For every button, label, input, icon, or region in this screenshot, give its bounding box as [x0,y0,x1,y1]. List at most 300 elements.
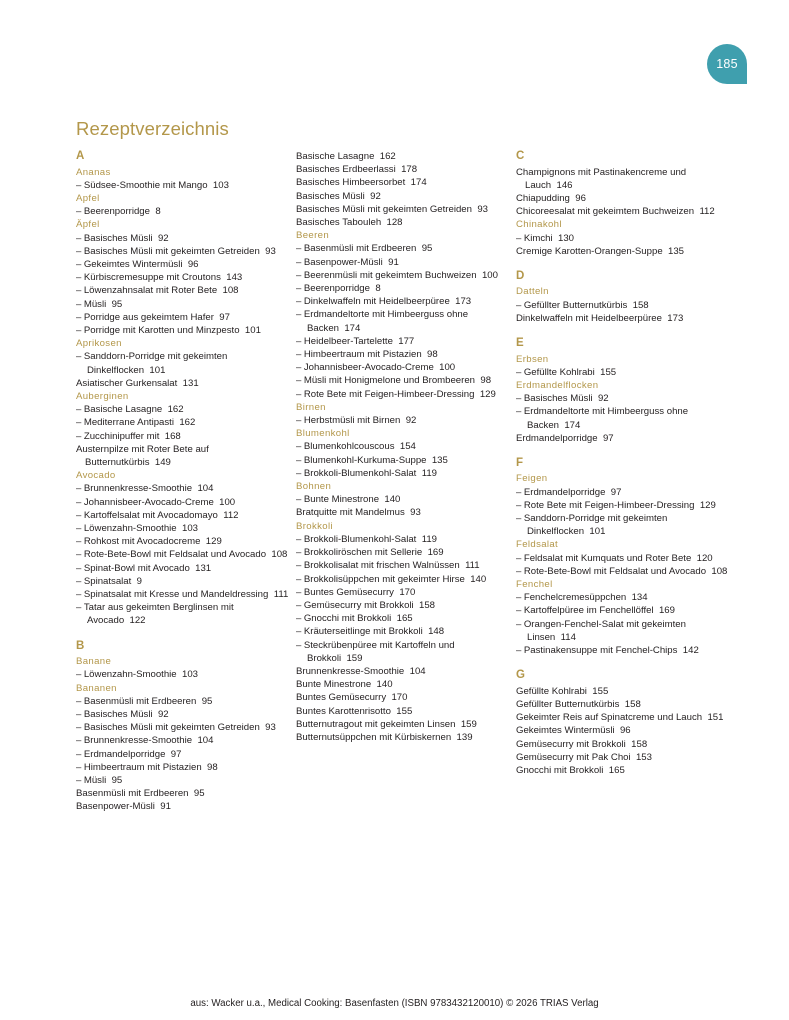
entry-dash-icon: – [76,232,82,244]
index-group-heading: Birnen [296,401,326,413]
entry-dash-icon: – [296,560,302,572]
entry-title: Rote-Bete-Bowl mit Feldsalat und Avocado [523,565,707,577]
entry-page-number: 158 [631,738,648,750]
index-column [296,150,512,814]
entry-dash-icon: – [76,285,82,297]
index-column [516,150,732,814]
entry-title: Asiatischer Gurkensalat [76,377,178,389]
entry-title: Erdmandeltorte mit Himbeerguss ohne Backen [523,406,689,431]
index-entry[interactable] [296,190,512,203]
index-entry[interactable] [296,612,512,625]
entry-page-number: 139 [456,731,473,743]
entry-dash-icon: – [296,467,302,479]
entry-page-number: 92 [157,708,169,720]
index-entry[interactable] [76,588,292,601]
entry-title: Brokkoli-Blumenkohl-Salat [303,533,417,545]
entry-page-number: 100 [219,496,236,508]
index-group-heading: Äpfel [76,219,100,231]
index-entry[interactable] [516,764,732,777]
entry-title: Basenpower-Müsli [303,256,383,268]
entry-title: Beerenporridge [303,283,370,295]
entry-page-number: 153 [635,751,652,763]
index-entry[interactable] [296,335,512,348]
index-entry[interactable] [76,258,292,271]
index-entry[interactable] [296,493,512,506]
entry-title: Dinkelwaffeln mit Heidelbeerpüree [303,296,450,308]
entry-title: Johannisbeer-Avocado-Creme [303,362,434,374]
entry-page-number: 170 [391,692,408,704]
entry-page-number: 155 [592,685,609,697]
index-letter-heading: A [76,150,85,162]
index-entry[interactable] [76,575,292,588]
index-entry[interactable] [516,392,732,405]
entry-dash-icon: – [296,441,302,453]
entry-title: Gemüsecurry mit Brokkoli [516,738,626,750]
entry-page-number: 134 [631,592,648,604]
entry-title: Chicoreesalat mit gekeimtem Buchweizen [516,206,695,218]
index-entry[interactable] [516,232,732,245]
entry-dash-icon: – [76,404,82,416]
index-entry[interactable] [296,718,512,731]
entry-dash-icon: – [296,296,302,308]
index-group-heading: Bohnen [296,481,332,493]
entry-title: Dinkelwaffeln mit Heidelbeerpüree [516,312,662,324]
index-entry[interactable] [296,282,512,295]
entry-dash-icon: – [76,695,82,707]
entry-title: Rote Bete mit Feigen-Himbeer-Dressing [523,499,695,511]
entry-page-number: 92 [597,393,609,405]
index-entry[interactable] [516,486,732,499]
entry-title: Müsli [83,298,107,310]
index-entry[interactable] [296,163,512,176]
entry-page-number: 96 [575,192,586,204]
entry-title: Basisches Müsli [83,708,153,720]
entry-page-number: 140 [376,679,393,691]
index-entry[interactable] [296,361,512,374]
entry-title: Müsli mit Honigmelone und Brombeeren [303,375,476,387]
entry-title: Butternutragout mit gekeimten Linsen [296,718,456,730]
index-entry[interactable] [76,284,292,297]
entry-title: Gemüsecurry mit Brokkoli [303,599,414,611]
index-entry[interactable] [516,499,732,512]
index-entry[interactable] [296,639,512,665]
index-entry[interactable] [76,298,292,311]
entry-title: Gnocchi mit Brokkoli [516,765,604,777]
entry-dash-icon: – [516,499,522,511]
entry-dash-icon: – [76,509,82,521]
entry-title: Sanddorn-Porridge mit gekeimten Dinkelflocken [523,513,668,538]
entry-page-number: 135 [668,245,685,257]
entry-title: Porridge mit Karotten und Minzpesto [83,324,240,336]
entry-page-number: 129 [699,499,716,511]
entry-dash-icon: – [296,547,302,559]
index-entry[interactable] [296,533,512,546]
entry-dash-icon: – [76,748,82,760]
entry-page-number: 159 [346,652,363,664]
entry-page-number: 148 [428,626,445,638]
index-letter-heading: C [516,150,525,162]
index-entry[interactable] [296,731,512,744]
index-entry[interactable] [296,150,512,163]
entry-title: Kartoffelsalat mit Avocadomayo [83,509,218,521]
entry-title: Austernpilze mit Roter Bete auf Butternutkürbis [76,443,209,468]
entry-title: Basisches Erdbeerlassi [296,164,396,176]
index-entry[interactable] [296,586,512,599]
index-entry[interactable] [296,308,512,334]
index-entry[interactable] [76,509,292,522]
index-group-heading: Avocado [76,470,116,482]
entry-dash-icon: – [516,299,522,311]
entry-title: Bunte Minestrone [303,494,380,506]
entry-title: Chiapudding [516,192,570,204]
entry-page-number: 104 [409,665,426,677]
entry-dash-icon: – [296,586,302,598]
entry-title: Brunnenkresse-Smoothie [296,665,405,677]
entry-title: Himbeertraum mit Pistazien [83,761,202,773]
entry-dash-icon: – [296,599,302,611]
index-entry[interactable] [76,232,292,245]
index-entry[interactable] [516,432,732,445]
index-entry[interactable] [76,761,292,774]
index-entry[interactable] [296,467,512,480]
index-entry[interactable] [76,708,292,721]
entry-title: Erdmandelporridge [516,432,598,444]
index-entry[interactable] [516,711,732,724]
index-letter-heading: D [516,269,525,282]
index-group-heading: Fenchel [516,579,553,591]
index-entry[interactable] [76,668,292,681]
entry-page-number: 131 [182,377,199,389]
index-entry[interactable] [76,377,292,390]
entry-title: Pastinakensuppe mit Fenchel-Chips [523,645,678,657]
index-letter-block [76,640,292,814]
entry-dash-icon: – [296,415,302,427]
entry-title: Basisches Müsli mit gekeimten Getreiden [83,722,260,734]
entry-dash-icon: – [76,575,82,587]
entry-title: Kürbiscremesuppe mit Croutons [83,272,221,284]
index-entry[interactable] [296,678,512,691]
index-entry[interactable] [76,350,292,376]
entry-title: Rote-Bete-Bowl mit Feldsalat und Avocado [83,549,267,561]
entry-page-number: 92 [370,190,381,202]
entry-page-number: 95 [193,788,205,800]
index-group-heading: Brokkoli [296,520,333,532]
entry-dash-icon: – [516,393,522,405]
index-entry[interactable] [76,800,292,813]
index-group-heading: Feigen [516,473,548,485]
entry-title: Heidelbeer-Tartelette [303,335,393,347]
index-entry[interactable] [296,665,512,678]
index-entry[interactable] [296,454,512,467]
entry-title: Müsli [83,774,107,786]
index-entry[interactable] [296,440,512,453]
entry-dash-icon: – [76,735,82,747]
entry-page-number: 101 [244,324,261,336]
entry-title: Basenmüsli mit Erdbeeren [83,695,197,707]
entry-title: Kräuterseitlinge mit Brokkoli [303,626,423,638]
entry-dash-icon: – [516,486,522,498]
entry-page-number: 103 [182,669,199,681]
index-entry[interactable] [296,599,512,612]
index-entry[interactable] [76,734,292,747]
entry-title: Brokkoli-Blumenkohl-Salat [303,467,417,479]
entry-title: Südsee-Smoothie mit Mango [83,179,208,191]
page-title: Rezeptverzeichnis [76,118,229,139]
index-group-heading: Feldsalat [516,539,559,551]
index-entry[interactable] [296,176,512,189]
index-group-heading: Apfel [76,192,100,204]
entry-dash-icon: – [296,335,302,347]
entry-title: Basisches Müsli [296,190,365,202]
entry-dash-icon: – [76,496,82,508]
entry-title: Gemüsecurry mit Pak Choi [516,751,631,763]
index-entry[interactable] [296,216,512,229]
index-entry[interactable] [76,443,292,469]
entry-title: Basenmüsli mit Erdbeeren [76,788,189,800]
entry-title: Löwenzahnsalat mit Roter Bete [83,285,218,297]
entry-page-number: 174 [344,322,361,334]
index-entry[interactable] [296,691,512,704]
index-letter-block [516,337,732,445]
index-entry[interactable] [76,535,292,548]
index-entry[interactable] [296,348,512,361]
entry-page-number: 108 [711,565,728,577]
entry-title: Spinatsalat [83,575,132,587]
entry-page-number: 96 [187,258,199,270]
entry-page-number: 165 [608,765,625,777]
index-entry[interactable] [516,405,732,431]
index-entry[interactable] [76,179,292,192]
index-entry[interactable] [516,751,732,764]
index-letter-block [516,270,732,325]
index-entry[interactable] [516,312,732,325]
entry-page-number: 95 [111,774,123,786]
entry-dash-icon: – [296,626,302,638]
entry-page-number: 177 [398,335,415,347]
index-entry[interactable] [76,245,292,258]
entry-page-number: 97 [170,748,182,760]
entry-title: Butternutsüppchen mit Kürbiskernen [296,731,452,743]
index-entry[interactable] [76,562,292,575]
index-group-heading: Erbsen [516,353,549,365]
entry-title: Steckrübenpüree mit Kartoffeln und Brokkoli [303,639,455,664]
index-entry[interactable] [76,721,292,734]
entry-dash-icon: – [516,232,522,244]
index-entry[interactable] [516,512,732,538]
index-entry[interactable] [516,644,732,657]
index-entry[interactable] [516,698,732,711]
index-entry[interactable] [76,403,292,416]
index-entry[interactable] [296,559,512,572]
entry-page-number: 162 [179,417,196,429]
entry-title: Orangen-Fenchel-Salat mit gekeimten Linsen [523,618,686,643]
entry-dash-icon: – [516,406,522,418]
entry-page-number: 93 [265,245,276,257]
index-entry[interactable] [516,618,732,644]
entry-page-number: 92 [405,415,417,427]
entry-title: Erdmandeltorte mit Himbeerguss ohne Backen [303,309,469,334]
index-letter-block [296,150,512,744]
index-entry[interactable] [516,591,732,604]
entry-dash-icon: – [76,206,82,218]
entry-dash-icon: – [76,602,82,614]
entry-title: Gefüllter Butternutkürbis [523,299,628,311]
entry-page-number: 111 [273,589,289,600]
entry-title: Basisches Müsli [83,232,153,244]
index-letter-block [516,457,732,657]
entry-title: Erdmandelporridge [523,486,606,498]
index-entry[interactable] [76,430,292,443]
index-entry[interactable] [296,374,512,387]
entry-page-number: 165 [396,613,413,625]
entry-dash-icon: – [296,454,302,466]
entry-page-number: 93 [410,507,421,519]
entry-title: Kartoffelpüree im Fenchellöffel [523,605,654,617]
index-entry[interactable] [516,192,732,205]
index-group-heading: Blumenkohl [296,428,350,440]
entry-dash-icon: – [516,605,522,617]
entry-title: Basenmüsli mit Erdbeeren [303,243,417,255]
index-entry[interactable] [296,256,512,269]
index-entry[interactable] [296,414,512,427]
index-entry[interactable] [76,416,292,429]
index-letter-block [76,150,292,628]
entry-title: Spinatsalat mit Kresse und Mandeldressing [83,589,269,600]
entry-title: Kimchi [523,232,553,244]
entry-dash-icon: – [296,388,302,400]
entry-dash-icon: – [296,269,302,281]
index-entry[interactable] [516,724,732,737]
entry-dash-icon: – [516,565,522,577]
entry-page-number: 112 [223,509,239,521]
entry-title: Buntes Gemüsecurry [296,692,387,704]
entry-page-number: 128 [386,217,403,229]
entry-page-number: 103 [182,522,199,534]
entry-dash-icon: – [296,243,302,255]
entry-page-number: 151 [707,712,724,724]
index-entry[interactable] [76,601,292,627]
index-entry[interactable] [76,748,292,761]
index-group-heading: Chinakohl [516,219,562,231]
index-entry[interactable] [296,573,512,586]
index-letter-heading: F [516,456,524,469]
index-group-heading: Auberginen [76,390,129,402]
entry-dash-icon: – [76,536,82,548]
entry-title: Brunnenkresse-Smoothie [83,735,193,747]
entry-page-number: 131 [195,562,212,574]
index-entry[interactable] [516,166,732,192]
index-entry[interactable] [516,245,732,258]
index-entry[interactable] [296,269,512,282]
index-entry[interactable] [516,299,732,312]
index-group-heading: Bananen [76,682,117,694]
entry-page-number: 178 [401,164,418,176]
index-entry[interactable] [296,625,512,638]
entry-page-number: 92 [157,232,169,244]
index-entry[interactable] [516,205,732,218]
entry-page-number: 96 [619,725,631,737]
entry-page-number: 104 [197,483,214,495]
entry-title: Gekeimtes Wintermüsli [83,258,183,270]
index-letter-block [516,669,732,777]
entry-page-number: 170 [399,586,416,598]
entry-title: Rote Bete mit Feigen-Himbeer-Dressing [303,388,475,400]
index-entry[interactable] [296,203,512,216]
entry-dash-icon: – [76,272,82,284]
index-entry[interactable] [516,604,732,617]
index-entry[interactable] [76,324,292,337]
index-entry[interactable] [516,565,732,578]
entry-page-number: 97 [602,432,614,444]
entry-dash-icon: – [296,613,302,625]
entry-page-number: 155 [396,705,413,717]
entry-page-number: 129 [479,388,496,400]
entry-dash-icon: – [296,573,302,585]
entry-page-number: 143 [226,272,243,284]
entry-title: Brunnenkresse-Smoothie [83,483,193,495]
index-entry[interactable] [296,546,512,559]
index-entry[interactable] [296,506,512,519]
entry-title: Brokkoliröschen mit Sellerie [303,547,423,559]
index-entry[interactable] [296,705,512,718]
entry-page-number: 98 [207,761,218,773]
entry-title: Gekeimter Reis auf Spinatcreme und Lauch [516,712,703,724]
entry-title: Basenpower-Müsli [76,801,155,813]
entry-page-number: 173 [667,312,684,324]
index-group-heading: Erdmandelflocken [516,379,599,391]
entry-title: Cremige Karotten-Orangen-Suppe [516,245,663,257]
entry-dash-icon: – [516,645,522,657]
index-entry[interactable] [296,242,512,255]
index-entry[interactable] [516,552,732,565]
index-entry[interactable] [76,787,292,800]
entry-title: Himbeertraum mit Pistazien [303,349,422,361]
entry-dash-icon: – [76,258,82,270]
entry-dash-icon: – [296,256,302,268]
index-entry[interactable] [76,311,292,324]
entry-dash-icon: – [76,417,82,429]
index-entry[interactable] [76,695,292,708]
entry-title: Rohkost mit Avocadocreme [83,536,201,548]
entry-page-number: 95 [111,298,123,310]
index-entry[interactable] [516,738,732,751]
page-footer: aus: Wacker u.a., Medical Cooking: Basenfasten (ISBN 9783432120010) © 2026 TRIAS Verlag [190,998,599,1009]
entry-page-number: 91 [388,256,399,268]
index-entry[interactable] [76,205,292,218]
index-entry[interactable] [76,482,292,495]
entry-title: Spinat-Bowl mit Avocado [83,562,190,574]
entry-page-number: 9 [136,575,142,587]
index-entry[interactable] [516,366,732,379]
entry-title: Fenchelcremesüppchen [523,592,627,604]
entry-title: Gnocchi mit Brokkoli [303,613,392,625]
index-entry[interactable] [296,295,512,308]
index-entry[interactable] [76,522,292,535]
entry-page-number: 158 [632,299,649,311]
entry-dash-icon: – [516,618,522,630]
index-entry[interactable] [516,685,732,698]
entry-page-number: 129 [205,536,222,548]
entry-dash-icon: – [76,298,82,310]
entry-title: Gefüllter Butternutkürbis [516,699,620,710]
index-entry[interactable] [76,548,292,561]
index-entry[interactable] [76,496,292,509]
index-entry[interactable] [76,271,292,284]
index-entry[interactable] [296,388,512,401]
entry-page-number: 103 [212,179,229,191]
entry-title: Feldsalat mit Kumquats und Roter Bete [523,552,692,564]
index-entry[interactable] [76,774,292,787]
